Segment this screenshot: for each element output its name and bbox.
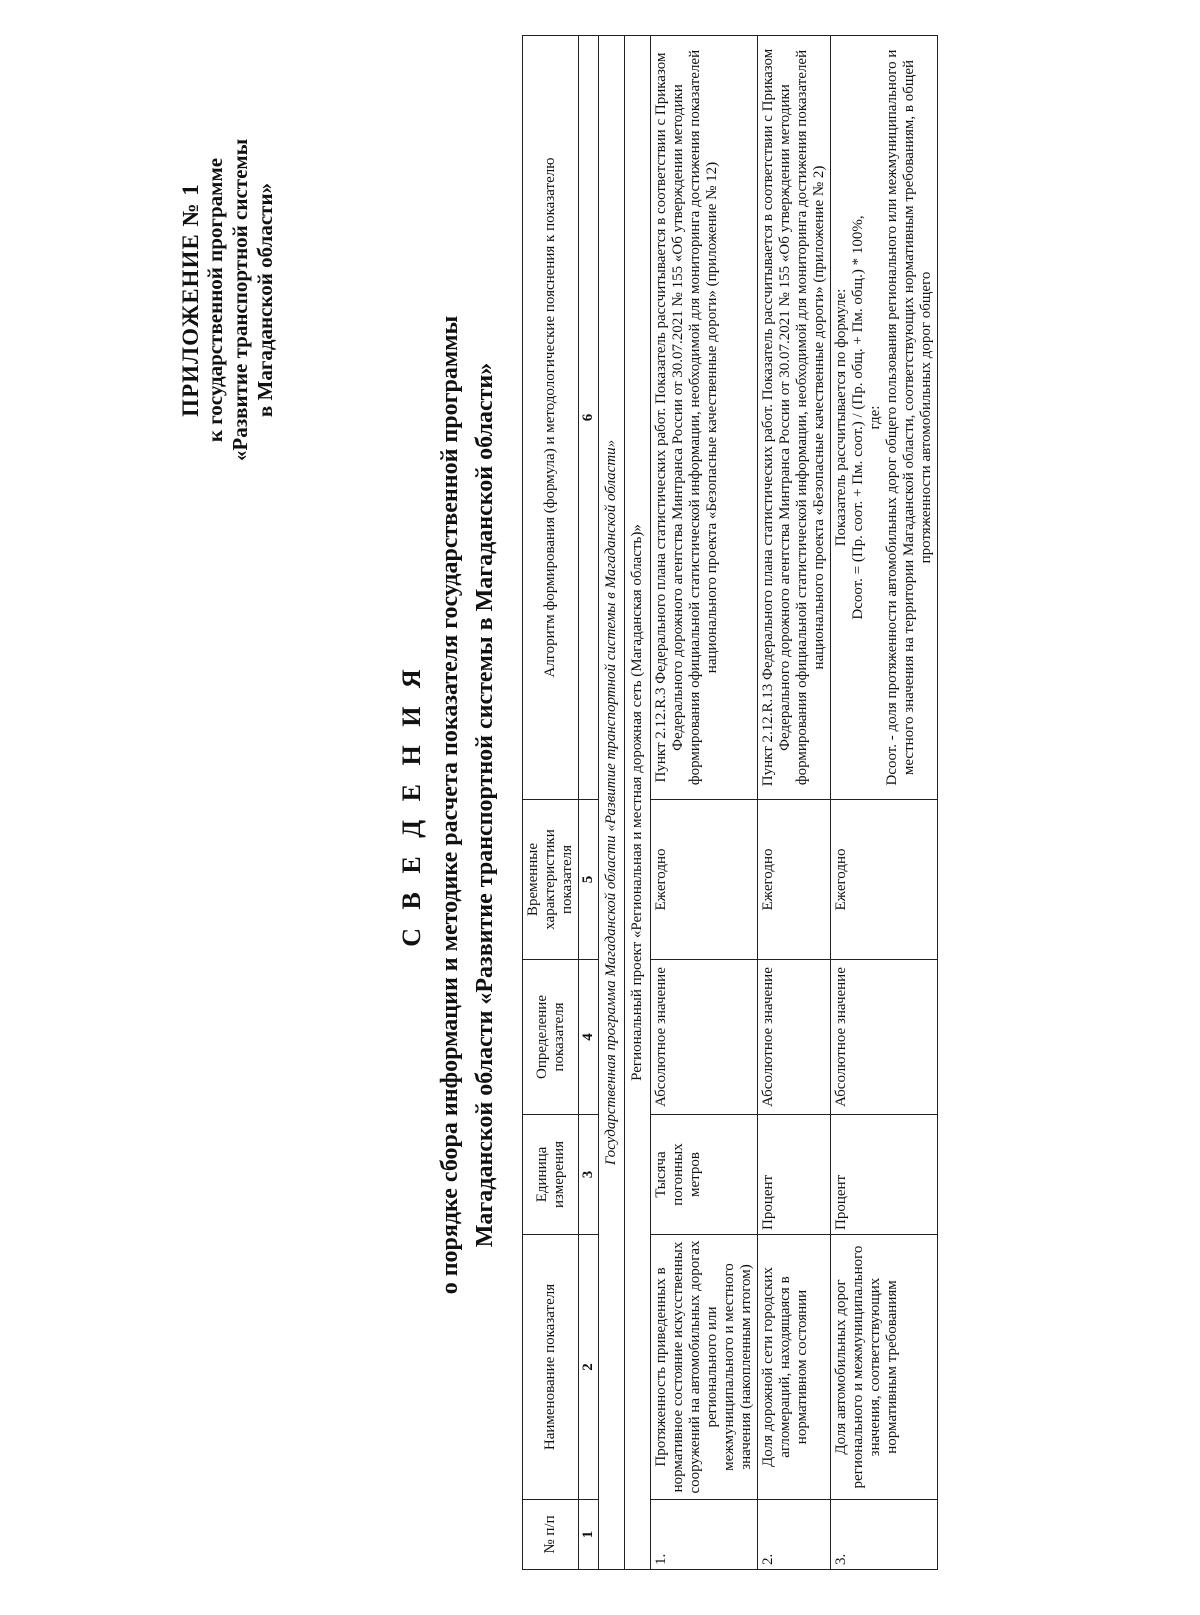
- document-subtitle-1: о порядке сбора информации и методике расчета показателя государственной программы: [437, 315, 463, 1295]
- project-title: Региональный проект «Региональная и местная дорожная сеть (Магаданская область)»: [625, 36, 651, 1570]
- row-definition: Абсолютное значение: [758, 960, 831, 1115]
- header-definition: Определение показателя: [523, 960, 579, 1115]
- row-name: Доля дорожной сети городских агломераций, находящаяся в нормативном состоянии: [758, 1235, 831, 1500]
- header-num: № п/п: [523, 1500, 579, 1570]
- row-name: Доля автомобильных дорог регионального и межмуниципального значения, соответствующих нормативным требованиям: [831, 1235, 938, 1500]
- row-definition: Абсолютное значение: [651, 960, 758, 1115]
- formula-intro: Показатель рассчитывается по формуле:: [833, 288, 849, 547]
- table-header-row: [523, 36, 579, 1570]
- document-subtitle-2: Магаданской области «Развитие транспортной системы в Магаданской области»: [472, 362, 498, 1248]
- row-unit: Процент: [831, 1115, 938, 1235]
- appendix-line-3: в Магаданской области»: [253, 182, 277, 418]
- header-algorithm: Алгоритм формирования (формула) и методологические пояснения к показателю: [523, 36, 579, 800]
- document-title-block: [395, 215, 499, 1395]
- column-number: 1: [579, 1500, 599, 1570]
- row-name: Протяженность приведенных в нормативное состояние искусственных сооружений на автомобильных дорогах регионального или межмуниципального и местного значения (накопленным итогом): [651, 1235, 758, 1500]
- indicators-table: [522, 35, 938, 1570]
- header-name: Наименование показателя: [523, 1235, 579, 1500]
- row-period: Ежегодно: [758, 800, 831, 960]
- table-row: [651, 36, 758, 1570]
- program-title: Государственная программа Магаданской области «Развитие транспортной системы в Магаданской области»: [599, 36, 625, 1570]
- table-row: [758, 36, 831, 1570]
- appendix-header: [178, 65, 278, 535]
- row-algorithm: Пункт 2.12.R.3 Федерального плана статистических работ. Показатель рассчитывается в соответствии с Приказом Федерального дорожного агентства Минтранса России от 30.07.2021 № 155 «Об утверждении методики формирования официальной статистической информации, необходимой для мониторинга достижения показателей национального проекта «Безопасные качественные дороги» (приложение № 12): [651, 36, 758, 800]
- row-period: Ежегодно: [651, 800, 758, 960]
- column-number: 5: [579, 800, 599, 960]
- program-section-row: [599, 36, 625, 1570]
- formula-where: где:: [867, 405, 883, 430]
- header-unit: Единица измерения: [523, 1115, 579, 1235]
- row-unit: Тысяча погонных метров: [651, 1115, 758, 1235]
- formula-explanation: Dсоот. - доля протяженности автомобильных дорог общего пользования регионального или межмуниципального и местного значения на территории Магаданской области, соответствующих нормативным требованиям, в общей протяженности автомобильных дорог общего: [884, 49, 934, 786]
- row-num: 1.: [651, 1500, 758, 1570]
- appendix-line-1: к государственной программе: [203, 157, 227, 443]
- appendix-line-2: «Развитие транспортной системы: [228, 138, 252, 462]
- document-title: С В Е Д Е Н И Я: [397, 663, 426, 947]
- row-definition: Абсолютное значение: [831, 960, 938, 1115]
- row-unit: Процент: [758, 1115, 831, 1235]
- row-num: 3.: [831, 1500, 938, 1570]
- column-number: 4: [579, 960, 599, 1115]
- table-row: [831, 36, 938, 1570]
- formula: Dсоот. = (Пр. соот. + Пм. соот.) / (Пр. общ. + Пм. общ.) * 100%,: [850, 215, 866, 620]
- header-period: Временные характеристики показателя: [523, 800, 579, 960]
- appendix-title: ПРИЛОЖЕНИЕ № 1: [178, 183, 203, 417]
- row-num: 2.: [758, 1500, 831, 1570]
- row-algorithm: Пункт 2.12.R.13 Федерального плана статистических работ. Показатель рассчитывается в соответствии с Приказом Федерального дорожного агентства Минтранса России от 30.07.2021 № 155 «Об утверждении методики формирования официальной статистической информации, необходимой для мониторинга достижения показателей национального проекта «Безопасные качественные дороги» (приложение № 2): [758, 36, 831, 800]
- column-number: 2: [579, 1235, 599, 1500]
- table-column-numbers: [579, 36, 599, 1570]
- row-algorithm: [831, 36, 938, 800]
- column-number: 6: [579, 36, 599, 800]
- row-period: Ежегодно: [831, 800, 938, 960]
- project-section-row: [625, 36, 651, 1570]
- column-number: 3: [579, 1115, 599, 1235]
